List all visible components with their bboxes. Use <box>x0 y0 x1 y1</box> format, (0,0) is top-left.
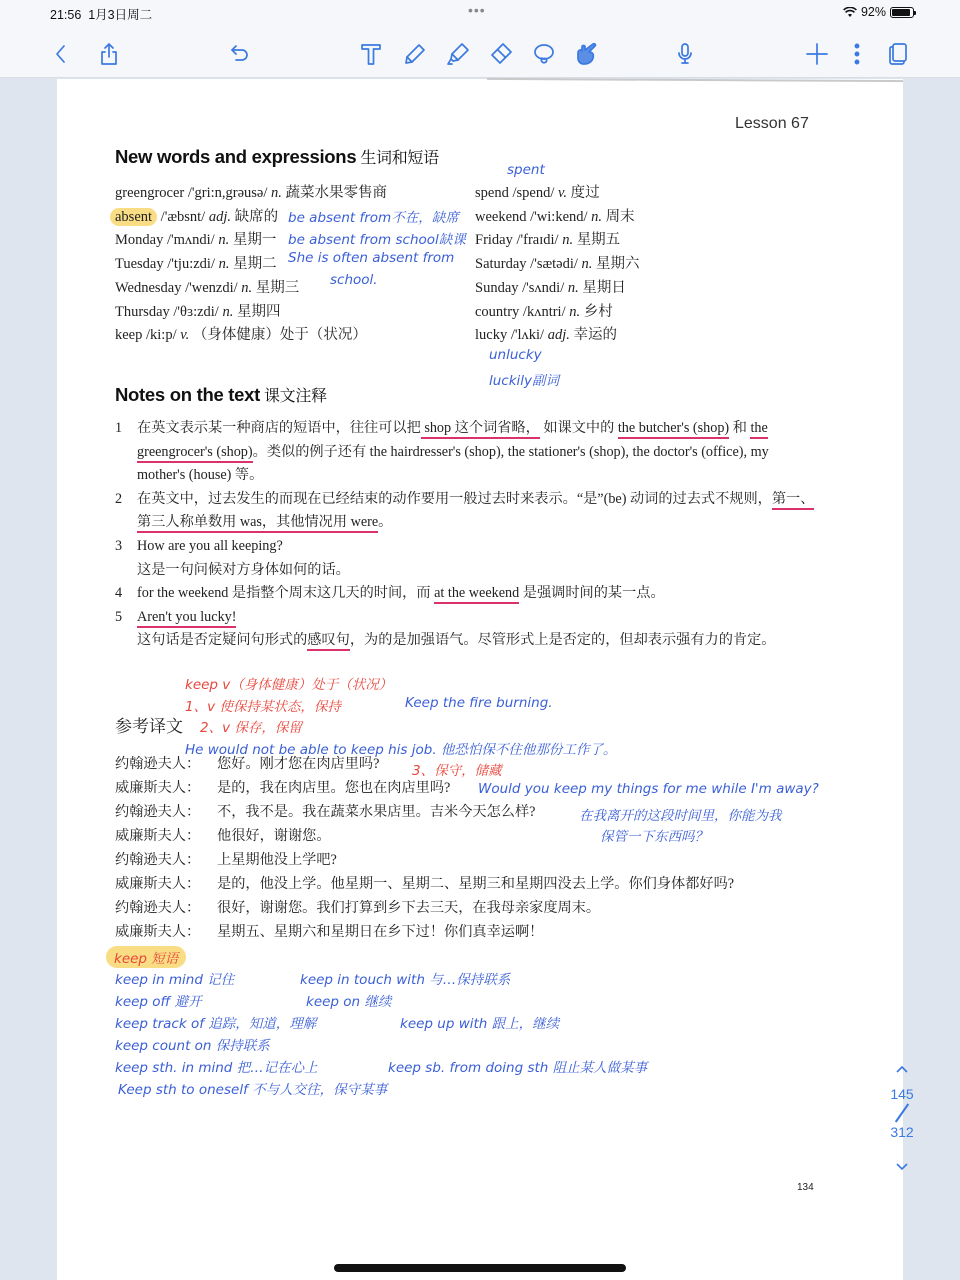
add-button[interactable] <box>801 38 833 70</box>
pen-tool[interactable] <box>399 38 431 70</box>
chevron-up-icon <box>894 1063 910 1075</box>
translation-section <box>115 715 183 739</box>
pages-button[interactable] <box>882 38 914 70</box>
dialog-row: 约翰逊夫人： 您好。刚才您在肉店里吗? <box>115 756 380 772</box>
dialog-row: 威廉斯夫人： 他很好，谢谢您。 <box>115 828 331 844</box>
section-title-new-words: New words and expressions 生词和短语 <box>115 146 439 167</box>
vocab-item: country /kʌntri/ n. 乡村 <box>475 303 613 320</box>
handwritten-note: Keep the fire burning. <box>405 695 553 711</box>
phrase-item: Keep sth to oneself 不与人交往，保守某事 <box>118 1082 388 1098</box>
phrase-item: keep off 避开 <box>115 994 202 1010</box>
phrase-item: keep in touch with 与…保持联系 <box>300 972 511 988</box>
page-edge <box>487 78 903 82</box>
notes-list <box>115 417 815 653</box>
handwritten-note: 保管一下东西吗？ <box>600 829 708 845</box>
highlighter-icon <box>445 41 471 67</box>
handwritten-note: keep v（身体健康）处于（状况） <box>185 677 393 693</box>
vocab-item: Monday /'mʌndi/ n. 星期一 <box>115 232 277 249</box>
phrase-item: keep up with 跟上，继续 <box>400 1016 560 1032</box>
note-item: 1 在英文表示某一种商店的短语中，往往可以把 shop 这个词省略， 如课文中的 the butcher's (shop) 和 the greengrocer's (shop)。类似的例子还有 the hairdresser's (shop), the stationer's (shop), the doctor's (office), my mother's (house) 等。 <box>115 420 769 484</box>
translation-title: 参考译文 <box>115 717 183 737</box>
battery-icon <box>890 7 914 18</box>
phrase-item: keep on 继续 <box>306 994 392 1010</box>
dialog-row: 威廉斯夫人： 是的，我在肉店里。您也在肉店里吗? <box>115 780 451 796</box>
note-item: 3 How are you all keeping? 这是一句问候对方身体如何的话。 <box>115 537 350 578</box>
handwritten-note: be absent from不在，缺席 <box>288 210 459 226</box>
text-T-icon <box>358 41 384 67</box>
lasso-tool[interactable] <box>528 38 560 70</box>
next-page-button[interactable] <box>880 1160 924 1184</box>
undo-icon <box>227 41 253 67</box>
page-separator <box>895 1103 909 1122</box>
more-button[interactable] <box>841 38 873 70</box>
phrase-item: keep count on 保持联系 <box>115 1038 270 1054</box>
share-icon <box>96 41 122 67</box>
handwritten-note: She is often absent from <box>288 250 455 266</box>
status-bar <box>0 0 960 26</box>
dialog-row: 威廉斯夫人： 是的，他没上学。他星期一、星期二、星期三和星期四没去上学。你们身体都好吗? <box>115 876 735 892</box>
dialog-row: 约翰逊夫人： 很好，谢谢您。我们打算到乡下去三天，在我母亲家度周末。 <box>115 900 601 916</box>
vocab-item: weekend /'wi:kend/ n. 周末 <box>475 208 635 225</box>
page-navigator <box>880 1062 924 1184</box>
handwritten-note: spent <box>507 162 545 178</box>
vocab-item: Saturday /'sætədi/ n. 星期六 <box>475 256 640 273</box>
vocab-list-right <box>475 182 640 348</box>
chevron-down-icon <box>894 1161 910 1173</box>
dialog-row: 约翰逊夫人： 不，我不是。我在蔬菜水果店里。吉米今天怎么样? <box>115 804 536 820</box>
eraser-tool[interactable] <box>485 38 517 70</box>
phrase-item: keep sth. in mind 把…记在心上 <box>115 1060 318 1076</box>
battery-percent: 92% <box>860 5 886 19</box>
home-indicator[interactable] <box>334 1264 626 1272</box>
note-item: 4 for the weekend 是指整个周末这几天的时间，而 at the weekend 是强调时间的某一点。 <box>115 582 815 606</box>
wifi-icon <box>843 7 857 18</box>
share-button[interactable] <box>93 38 125 70</box>
dialog-row: 威廉斯夫人： 星期五、星期六和星期日在乡下过！你们真幸运啊！ <box>115 924 544 940</box>
status-time: 21:56 1月3日周二 <box>50 8 153 22</box>
lasso-icon <box>531 41 557 67</box>
handwritten-note: unlucky <box>489 347 542 363</box>
phrase-item: keep in mind 记住 <box>115 972 235 988</box>
handwritten-note: school. <box>330 272 378 288</box>
dialog <box>115 752 734 944</box>
plus-icon <box>804 41 830 67</box>
handwritten-note: Would you keep my things for me while I'm away? <box>478 781 819 797</box>
pen-icon <box>402 41 428 67</box>
vocab-item: spend /spend/ v. 度过 <box>475 185 600 201</box>
pages-icon <box>885 41 911 67</box>
handwritten-note: luckily副词 <box>489 373 560 389</box>
vocab-item: greengrocer /'gri:n,grəusə/ n. 蔬菜水果零售商 <box>115 185 388 201</box>
highlighter-tool[interactable] <box>442 38 474 70</box>
top-bar <box>0 0 960 78</box>
document-page[interactable] <box>57 79 903 1280</box>
phrases-tag: keep 短语 <box>106 946 186 968</box>
hand-pointer-icon <box>573 41 599 67</box>
vocab-item: Wednesday /'wenzdi/ n. 星期三 <box>115 279 300 296</box>
vocab-item: Tuesday /'tju:zdi/ n. 星期二 <box>115 256 277 273</box>
handwritten-note: 3、保守，储藏 <box>412 763 502 779</box>
note-item: 5 Aren't you lucky! 这句话是否定疑问句形式的感叹句，为的是加强语气。尽管形式上是否定的，但却表示强有力的肯定。 <box>115 606 815 653</box>
page-number: 134 <box>797 1182 814 1193</box>
back-button[interactable] <box>45 38 77 70</box>
section-title-notes: Notes on the text 课文注释 <box>115 384 327 405</box>
microphone-tool[interactable] <box>669 38 701 70</box>
vocab-item: Friday /'fraɪdi/ n. 星期五 <box>475 232 621 249</box>
handwritten-note: He would not be able to keep his job. 他恐怕保不住他那份工作了。 <box>185 742 617 758</box>
chevron-left-icon <box>48 41 74 67</box>
vocab-item: lucky /'lʌki/ adj. 幸运的 <box>475 327 617 344</box>
text-tool[interactable] <box>355 38 387 70</box>
phrase-item: keep track of 追踪，知道，理解 <box>115 1016 317 1032</box>
vocab-item: Thursday /'θɜ:zdi/ n. 星期四 <box>115 303 281 320</box>
phrase-item: keep sb. from doing sth 阻止某人做某事 <box>388 1060 648 1076</box>
dialog-row: 约翰逊夫人： 上星期他没上学吧? <box>115 852 337 868</box>
hand-tool[interactable] <box>570 38 602 70</box>
undo-button[interactable] <box>224 38 256 70</box>
handwritten-note: be absent from school缺课 <box>288 232 466 248</box>
multitask-dots-icon[interactable]: ••• <box>468 2 486 18</box>
vocab-item: absent /'æbsnt/ adj. 缺席的 <box>115 206 387 230</box>
note-item: 2 在英文中，过去发生的而现在已经结束的动作要用一般过去时来表示。“是”(be) 动词的过去式不规则，第一、第三人称单数用 was，其他情况用 were。 <box>115 488 815 535</box>
handwritten-note: 在我离开的这段时间里，你能为我 <box>579 808 782 824</box>
more-vertical-icon <box>844 41 870 67</box>
status-right <box>843 5 914 19</box>
lesson-title: Lesson 67 <box>735 115 809 132</box>
microphone-icon <box>672 41 698 67</box>
handwritten-note: 1、v 使保持某状态，保持 <box>185 699 341 715</box>
handwritten-note: 2、v 保存，保留 <box>200 720 302 736</box>
prev-page-button[interactable] <box>880 1062 924 1086</box>
eraser-icon <box>488 41 514 67</box>
current-page: 145 <box>890 1086 914 1102</box>
highlight-absent: absent <box>110 208 157 226</box>
total-pages: 312 <box>890 1124 914 1140</box>
vocab-item: Sunday /'sʌndi/ n. 星期日 <box>475 279 626 296</box>
vocab-item: keep /ki:p/ v. （身体健康）处于（状况） <box>115 327 367 344</box>
